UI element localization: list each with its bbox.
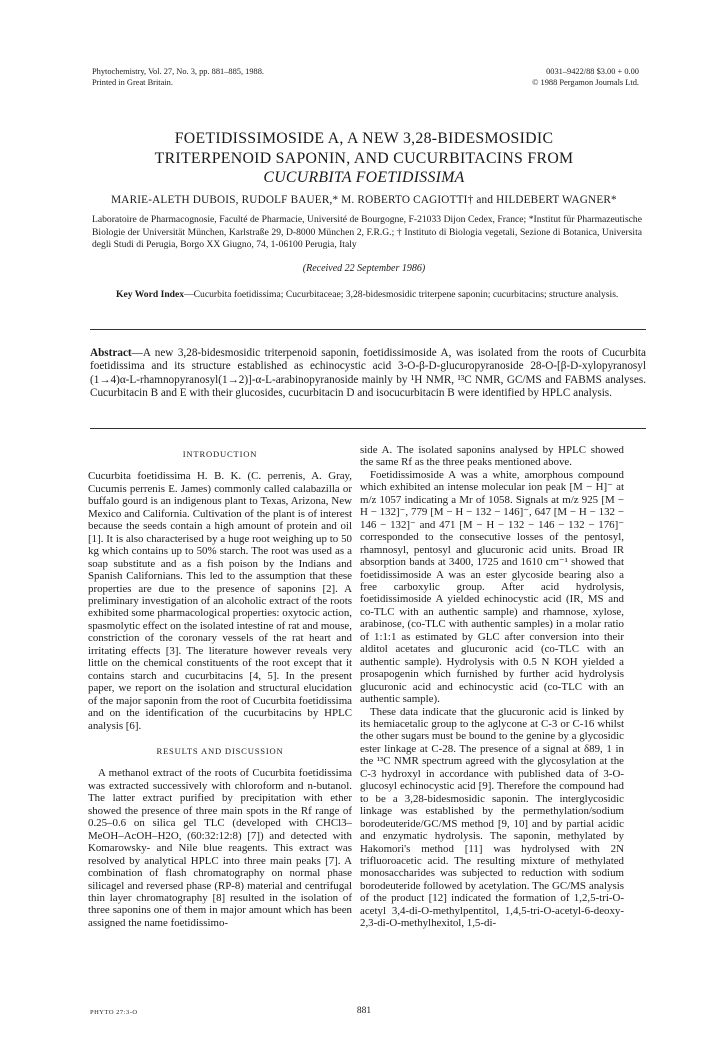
- keyword-text: —Cucurbita foetidissima; Cucurbitaceae; 3,28-bidesmosidic triterpene saponin; cucurbitacins; structure analysis.: [184, 289, 619, 300]
- paragraph-continued: side A. The isolated saponins analysed by HPLC showed the same Rf as the three peaks mentioned above.: [360, 444, 624, 469]
- abstract-text: —A new 3,28-bidesmosidic triterpenoid saponin, foetidissimoside A, was isolated from the roots of Cucurbita foetidissima and its structure established as echinocystic acid 3-O-β-D-glucuropyranoside 28-O-[β-D-xylopyranosyl (1→4)α-L-rhamnopyranosyl(1→2)]-α-L-arabinopyranoside mainly by ¹H NMR, ¹³C NMR, GC/MS and FABMS analyses. Cucurbitacin B and E with their glucosides, cucurbitacin D and isocucurbitacin B were identified by HPLC analysis.: [90, 347, 646, 399]
- journal-citation: [92, 66, 264, 88]
- left-column: [88, 444, 352, 929]
- affiliations: Laboratoire de Pharmacognosie, Faculté de Pharmacie, Université de Bourgogne, F-21033 Dijon Cedex, France; *Institut für Pharmazeutische Biologie der Universität München, Karlstraße 29, D-8000 München 2, F.R.G.; † Instituto di Biologia vegetali, Sezione di Botanica, Universita degli Studi di Perugia, Borgo XX Giugno, 74, 1-06100 Perugia, Italy: [92, 214, 642, 251]
- paragraph-mass-spec: Foetidissimoside A was a white, amorphous compound which exhibited an intense molecular ion peak [M − H]⁻ at m/z 1057 indicating a Mr of 1058. Signals at m/z 925 [M − H − 132]⁻, 779 [M − H − 132 − 146]⁻, 647 [M − H − 132 − 146 − 132]⁻ and 471 [M − H − 132 − 146 − 132 − 176]⁻ corresponded to the consecutive losses of the pentosyl, rhamnosyl, pentosyl and glucuronic acid units. Broad IR absorption bands at 3400, 1725 and 1610 cm⁻¹ showed that foetidissimoside A was an ester glycoside bearing also a free carboxylic group. After acid hydrolysis, foetidissimoside A yielded echinocystic acid (IR, MS and co-TLC with an authentic sample) and rhamnose, xylose, arabinose, (co-TLC with authentic samples) in a molar ratio of 1:1:1 as estimated by GLC after conversion into their alditol acetates and glucuronic acid (co-TLC with an authentic sample). Hydrolysis with 0.5 N KOH yielded a prosapogenin which furnished by further acid hydrolysis glucuronic acid and echinocystic acid (co-TLC with an authentic sample).: [360, 468, 624, 706]
- bottom-divider: [90, 428, 646, 429]
- author-list: MARIE-ALETH DUBOIS, RUDOLF BAUER,* M. ROBERTO CAGIOTTI† and HILDEBERT WAGNER*: [111, 194, 617, 206]
- keyword-index: [116, 289, 632, 302]
- title-line-1: FOETIDISSIMOSIDE A, A NEW 3,28-BIDESMOSIDIC: [174, 130, 554, 147]
- paper-title: [80, 129, 648, 188]
- title-line-3: CUCURBITA FOETIDISSIMA: [263, 169, 465, 186]
- introduction-heading: INTRODUCTION: [182, 449, 258, 459]
- received-date: (Received 22 September 1986): [302, 263, 426, 274]
- paragraph-linkage: These data indicate that the glucuronic acid is linked by its hemiacetalic group to the aglycone at C-3 or C-16 whilst the other sugars must be bound to the genine by a glycosidic ester linkage at C-28. The presence of a signal at δ89, 1 in the ¹³C NMR spectrum agreed with the glycosylation at the C-3 hydroxyl in accordance with published data of 3-O-glucosyl echinocystic acid [9]. Therefore the compound had to be a 3,28-bidesmosidic saponin. The interglycosidic linkage was established by the permethylation/sodium borodeuteride/GC/MS method [9, 10] and by partial acidic and enzymatic hydrolysis. The saponin, methylated by Hakomori's method [11] was hydrolysed with 2N trifluoroacetic acid. The resulting mixture of methylated monosaccharides was subjected to reduction with sodium borodeuteride followed by acetylation. The GC/MS analysis of the product [12] indicated the formation of 1,2,5-tri-O-acetyl 3,4-di-O-methylpentitol, 1,4,5-tri-O-acetyl-6-deoxy-2,3-di-O-methylhexitol, 1,5-di-: [360, 705, 624, 930]
- journal-line: Phytochemistry, Vol. 27, No. 3, pp. 881–885, 1988.: [92, 67, 264, 76]
- results-paragraph: A methanol extract of the roots of Cucurbita foetidissima was extracted successively with chloroform and n-butanol. The latter extract purified by precipitation with ether showed the presence of three main spots in the Rf range of 0.25–0.6 on silica gel TLC (developed with CHCl3–MeOH–AcOH–H2O, (60:32:12:8) [7]) and detected with Komarowsky- and Nile blue reagents. This extract was resolved by analytical HPLC into three main peaks [7]. A combination of flash chromatography on normal phase silicagel and reversed phase (RP-8) material and centrifugal thin layer chromatography [8] resulted in the isolation of three saponins one of them in major amount which has been assigned the name foetidissimo-: [88, 767, 352, 929]
- results-heading: RESULTS AND DISCUSSION: [156, 745, 284, 756]
- printed-line: Printed in Great Britain.: [92, 78, 173, 87]
- right-column: [360, 444, 624, 930]
- page-number: 881: [356, 1006, 372, 1016]
- title-line-2: TRITERPENOID SAPONIN, AND CUCURBITACINS FROM: [154, 149, 574, 167]
- keyword-label: Key Word Index: [116, 289, 185, 300]
- journal-price: [532, 66, 639, 88]
- footer-code: PHYTO 27:3-O: [90, 1009, 138, 1016]
- copyright-line: © 1988 Pergamon Journals Ltd.: [532, 78, 639, 87]
- price-line: 0031–9422/88 $3.00 + 0.00: [546, 67, 639, 76]
- introduction-paragraph: Cucurbita foetidissima H. B. K. (C. perrenis, A. Gray, Cucumis perrenis E. James) commonly called calabazilla or buffalo gourd is an indigenous plant to Texas, Arizona, New Mexico and California. Cultivation of the plant is of interest because the seeds contain a high amount of protein and oil [1]. It is also characterised by a huge root weighing up to 50 kg which contains up to 50% starch. The root was used as a soap substitute and as a fish poison by the Indians and Spanish Californians. This led to the assumption that these properties are due to the presence of saponins [2]. A preliminary investigation of an alcoholic extract of the roots exhibited some pharmacological properties: oxytocic action, spasmolytic effect on the isolated intestine of rat and mouse, constriction of the coronary vessels of the rat heart and irritating effects [3]. The literature however reveals very little on the chemical constituents of the root except that it contains starch and cucurbitacins [4, 5]. In the present paper, we report on the isolation and structural elucidation of the major saponin from the root of Cucurbita foetidissima and on the identification of the cucurbitacins by HPLC analysis [6].: [88, 470, 352, 732]
- top-divider: [90, 329, 646, 330]
- abstract: [90, 347, 646, 400]
- abstract-label: Abstract: [90, 347, 132, 359]
